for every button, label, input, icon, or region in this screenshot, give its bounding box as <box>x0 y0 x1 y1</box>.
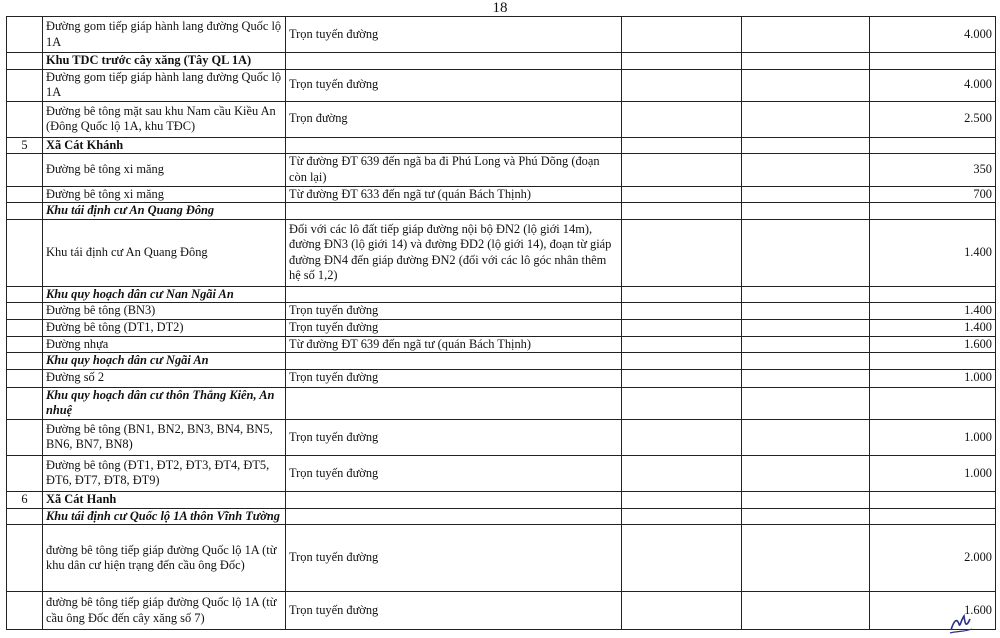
road-name-cell: Đường số 2 <box>43 369 286 387</box>
row-number-cell <box>7 455 43 491</box>
row-number-cell: 6 <box>7 491 43 508</box>
segment-cell: Trọn tuyến đường <box>286 455 622 491</box>
row-number-cell <box>7 592 43 630</box>
row-number-cell <box>7 353 43 370</box>
page-number: 18 <box>492 0 508 16</box>
empty-cell <box>622 455 742 491</box>
segment-cell: Trọn tuyến đường <box>286 17 622 53</box>
road-name-cell: Đường bê tông (ĐT1, ĐT2, ĐT3, ĐT4, ĐT5, ĐT6, ĐT7, ĐT8, ĐT9) <box>43 455 286 491</box>
row-number-cell <box>7 419 43 455</box>
table-row <box>7 525 996 592</box>
price-cell <box>870 387 996 419</box>
road-name-cell: Đường bê tông (BN1, BN2, BN3, BN4, BN5, BN6, BN7, BN8) <box>43 419 286 455</box>
table-row <box>7 154 996 186</box>
road-name-cell: Đường bê tông xi măng <box>43 154 286 186</box>
empty-cell <box>742 508 870 525</box>
group-row <box>7 137 996 154</box>
empty-cell <box>622 319 742 336</box>
table-row <box>7 336 996 353</box>
empty-cell <box>742 336 870 353</box>
table-row <box>7 186 996 203</box>
land-price-table <box>6 16 996 630</box>
row-number-cell <box>7 369 43 387</box>
price-cell: 1.000 <box>870 369 996 387</box>
group-row <box>7 387 996 419</box>
segment-cell <box>286 53 622 70</box>
segment-cell: Từ đường ĐT 633 đến ngã tư (quán Bách Thịnh) <box>286 186 622 203</box>
empty-cell <box>622 387 742 419</box>
row-number-cell <box>7 101 43 137</box>
group-row <box>7 491 996 508</box>
empty-cell <box>742 455 870 491</box>
table-row <box>7 369 996 387</box>
empty-cell <box>622 369 742 387</box>
empty-cell <box>622 219 742 286</box>
price-cell <box>870 53 996 70</box>
empty-cell <box>622 137 742 154</box>
row-number-cell <box>7 303 43 320</box>
handwritten-initials-icon <box>948 610 974 636</box>
empty-cell <box>622 508 742 525</box>
road-name-cell: Đường bê tông xi măng <box>43 186 286 203</box>
empty-cell <box>742 369 870 387</box>
empty-cell <box>742 525 870 592</box>
segment-cell: Trọn tuyến đường <box>286 369 622 387</box>
group-row <box>7 286 996 303</box>
price-cell: 2.000 <box>870 525 996 592</box>
segment-cell: Trọn tuyến đường <box>286 69 622 101</box>
segment-cell <box>286 387 622 419</box>
empty-cell <box>622 592 742 630</box>
segment-cell: Từ đường ĐT 639 đến ngã ba đi Phú Long và Phú Dõng (đoạn còn lại) <box>286 154 622 186</box>
price-cell <box>870 137 996 154</box>
segment-cell <box>286 353 622 370</box>
group-row <box>7 53 996 70</box>
road-name-cell: Đường bê tông (BN3) <box>43 303 286 320</box>
row-number-cell <box>7 508 43 525</box>
row-number-cell <box>7 203 43 220</box>
price-cell: 1.400 <box>870 219 996 286</box>
row-number-cell: 5 <box>7 137 43 154</box>
table-row <box>7 17 996 53</box>
table-row <box>7 319 996 336</box>
price-cell: 4.000 <box>870 69 996 101</box>
empty-cell <box>742 303 870 320</box>
table-row <box>7 101 996 137</box>
empty-cell <box>622 154 742 186</box>
row-number-cell <box>7 186 43 203</box>
row-number-cell <box>7 336 43 353</box>
road-name-cell: Đường gom tiếp giáp hành lang đường Quốc lộ 1A <box>43 69 286 101</box>
segment-cell <box>286 286 622 303</box>
price-cell: 350 <box>870 154 996 186</box>
empty-cell <box>742 154 870 186</box>
empty-cell <box>622 69 742 101</box>
table-row <box>7 592 996 630</box>
road-name-cell: Đường nhựa <box>43 336 286 353</box>
row-number-cell <box>7 286 43 303</box>
segment-cell: Đối với các lô đất tiếp giáp đường nội bộ ĐN2 (lộ giới 14m), đường ĐN3 (lộ giới 14) và đường ĐD2 (lộ giới 14), đoạn từ giáp đường ĐN4 đến giáp đường ĐN2 (đối với các lô góc nhân thêm hệ số 1,2) <box>286 219 622 286</box>
price-cell <box>870 491 996 508</box>
empty-cell <box>742 491 870 508</box>
row-number-cell <box>7 154 43 186</box>
empty-cell <box>742 17 870 53</box>
price-cell: 700 <box>870 186 996 203</box>
empty-cell <box>742 137 870 154</box>
group-row <box>7 508 996 525</box>
price-cell: 4.000 <box>870 17 996 53</box>
empty-cell <box>742 286 870 303</box>
group-title-cell: Khu quy hoạch dân cư Nan Ngãi An <box>43 286 286 303</box>
segment-cell: Từ đường ĐT 639 đến ngã tư (quán Bách Thịnh) <box>286 336 622 353</box>
empty-cell <box>622 419 742 455</box>
table-row <box>7 219 996 286</box>
row-number-cell <box>7 53 43 70</box>
row-number-cell <box>7 219 43 286</box>
price-cell: 1.600 <box>870 592 996 630</box>
empty-cell <box>742 53 870 70</box>
segment-cell <box>286 203 622 220</box>
segment-cell <box>286 491 622 508</box>
segment-cell: Trọn tuyến đường <box>286 525 622 592</box>
price-cell: 1.000 <box>870 419 996 455</box>
road-name-cell: Đường bê tông (DT1, DT2) <box>43 319 286 336</box>
table-row <box>7 419 996 455</box>
price-cell <box>870 286 996 303</box>
price-cell <box>870 508 996 525</box>
road-name-cell: Đường bê tông mặt sau khu Nam cầu Kiều An (Đông Quốc lộ 1A, khu TĐC) <box>43 101 286 137</box>
empty-cell <box>622 53 742 70</box>
row-number-cell <box>7 17 43 53</box>
empty-cell <box>622 203 742 220</box>
price-cell <box>870 353 996 370</box>
empty-cell <box>622 491 742 508</box>
row-number-cell <box>7 319 43 336</box>
empty-cell <box>622 525 742 592</box>
group-title-cell: Xã Cát Hanh <box>43 491 286 508</box>
empty-cell <box>742 203 870 220</box>
table-row <box>7 69 996 101</box>
group-title-cell: Khu tái định cư An Quang Đông <box>43 203 286 220</box>
segment-cell: Trọn tuyến đường <box>286 419 622 455</box>
empty-cell <box>622 17 742 53</box>
empty-cell <box>622 101 742 137</box>
price-cell: 1.400 <box>870 303 996 320</box>
segment-cell <box>286 508 622 525</box>
row-number-cell <box>7 387 43 419</box>
empty-cell <box>742 186 870 203</box>
price-cell <box>870 203 996 220</box>
empty-cell <box>742 353 870 370</box>
table-body <box>7 17 996 630</box>
group-row <box>7 353 996 370</box>
road-name-cell: Khu tái định cư An Quang Đông <box>43 219 286 286</box>
segment-cell: Trọn tuyến đường <box>286 319 622 336</box>
segment-cell <box>286 137 622 154</box>
row-number-cell <box>7 69 43 101</box>
segment-cell: Trọn đường <box>286 101 622 137</box>
price-cell: 2.500 <box>870 101 996 137</box>
empty-cell <box>742 319 870 336</box>
row-number-cell <box>7 525 43 592</box>
segment-cell: Trọn tuyến đường <box>286 303 622 320</box>
empty-cell <box>742 101 870 137</box>
empty-cell <box>622 286 742 303</box>
empty-cell <box>742 219 870 286</box>
price-cell: 1.600 <box>870 336 996 353</box>
table-row <box>7 455 996 491</box>
empty-cell <box>622 353 742 370</box>
empty-cell <box>622 186 742 203</box>
road-name-cell: đường bê tông tiếp giáp đường Quốc lộ 1A (từ cầu ông Đốc đến cây xăng số 7) <box>43 592 286 630</box>
group-title-cell: Khu tái định cư Quốc lộ 1A thôn Vĩnh Tường <box>43 508 286 525</box>
group-title-cell: Khu TDC trước cây xăng (Tây QL 1A) <box>43 53 286 70</box>
price-cell: 1.000 <box>870 455 996 491</box>
empty-cell <box>622 336 742 353</box>
empty-cell <box>742 419 870 455</box>
group-title-cell: Xã Cát Khánh <box>43 137 286 154</box>
group-row <box>7 203 996 220</box>
group-title-cell: Khu quy hoạch dân cư Ngãi An <box>43 353 286 370</box>
empty-cell <box>742 387 870 419</box>
group-title-cell: Khu quy hoạch dân cư thôn Thắng Kiên, An nhuệ <box>43 387 286 419</box>
empty-cell <box>742 69 870 101</box>
price-cell: 1.400 <box>870 319 996 336</box>
empty-cell <box>622 303 742 320</box>
table-row <box>7 303 996 320</box>
road-name-cell: đường bê tông tiếp giáp đường Quốc lộ 1A (từ khu dân cư hiện trạng đến cầu ông Đốc) <box>43 525 286 592</box>
road-name-cell: Đường gom tiếp giáp hành lang đường Quốc lộ 1A <box>43 17 286 53</box>
empty-cell <box>742 592 870 630</box>
segment-cell: Trọn tuyến đường <box>286 592 622 630</box>
